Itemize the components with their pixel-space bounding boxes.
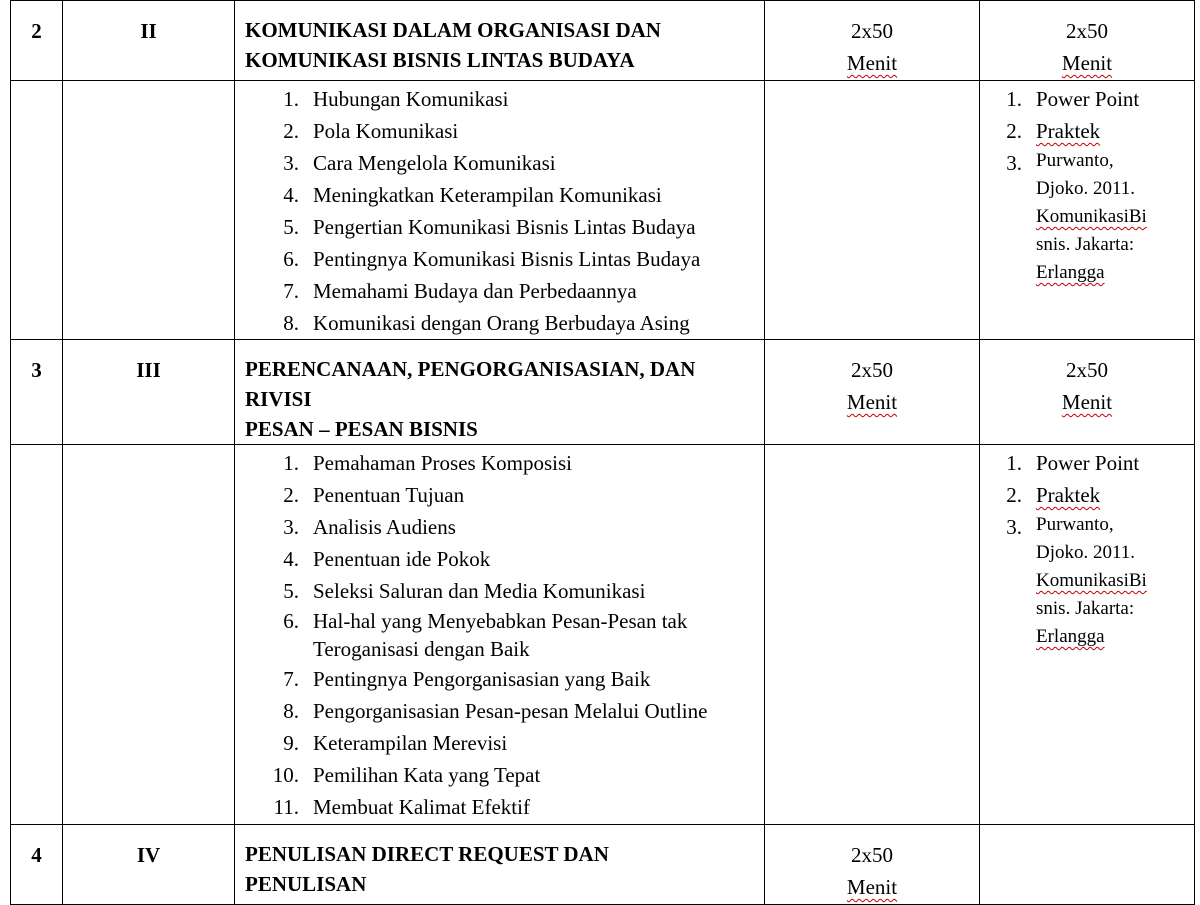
list-item: 5. Pengertian Komunikasi Bisnis Lintas Budaya	[283, 215, 696, 239]
list-item: 2. Praktek	[1006, 483, 1101, 507]
list-item: 7. Pentingnya Pengorganisasian yang Baik	[283, 667, 651, 691]
table-row	[11, 1, 1195, 81]
media-list	[984, 447, 1188, 651]
list-item: 4. Penentuan ide Pokok	[283, 547, 491, 571]
chapter-title: PERENCANAAN, PENGORGANISASIAN, DAN RIVISI PESAN – PESAN BISNIS	[235, 340, 765, 445]
list-item: 10. Pemilihan Kata yang Tepat	[272, 763, 541, 787]
chapter-number: II	[63, 1, 235, 81]
table-row	[11, 340, 1195, 445]
topic-list	[239, 447, 758, 823]
empty-cell	[11, 81, 63, 340]
empty-cell	[980, 825, 1195, 905]
list-item: 6. Hal-hal yang Menyebabkan Pesan-Pesan tak Teroganisasi dengan Baik	[283, 609, 688, 661]
list-item: 2. Pola Komunikasi	[283, 119, 459, 143]
list-item: 2. Penentuan Tujuan	[283, 483, 465, 507]
list-item: 6. Pentingnya Komunikasi Bisnis Lintas Budaya	[283, 247, 701, 271]
row-number: 3	[11, 340, 63, 445]
media-list	[984, 83, 1188, 287]
time-allocation-2: 2x50 Menit	[980, 340, 1195, 445]
list-item: 4. Meningkatkan Keterampilan Komunikasi	[283, 183, 662, 207]
empty-cell	[11, 445, 63, 825]
empty-cell	[63, 81, 235, 340]
list-item: 3. Cara Mengelola Komunikasi	[283, 151, 556, 175]
time-allocation: 2x50 Menit	[765, 340, 980, 445]
chapter-number: IV	[63, 825, 235, 905]
time-allocation: 2x50 Menit	[765, 825, 980, 905]
media-list-cell	[980, 445, 1195, 825]
list-item: 3. Purwanto, Djoko. 2011. KomunikasiBi snis. Jakarta: Erlangga	[984, 511, 1188, 651]
list-item: 3. Purwanto, Djoko. 2011. KomunikasiBi snis. Jakarta: Erlangga	[984, 147, 1188, 287]
reference-text: Purwanto, Djoko. 2011. KomunikasiBi snis. Jakarta: Erlangga	[1036, 150, 1147, 283]
table-row	[11, 445, 1195, 825]
table-row	[11, 825, 1195, 905]
reference-text: Purwanto, Djoko. 2011. KomunikasiBi snis. Jakarta: Erlangga	[1036, 514, 1147, 647]
time-allocation-2: 2x50 Menit	[980, 1, 1195, 81]
chapter-title: PENULISAN DIRECT REQUEST DAN PENULISAN	[235, 825, 765, 905]
empty-cell	[63, 445, 235, 825]
empty-cell	[765, 81, 980, 340]
syllabus-table	[10, 0, 1195, 905]
list-item: 8. Komunikasi dengan Orang Berbudaya Asing	[283, 311, 690, 335]
list-item: 9. Keterampilan Merevisi	[283, 731, 508, 755]
list-item: 1. Pemahaman Proses Komposisi	[283, 451, 572, 475]
list-item: 1. Power Point	[1006, 451, 1140, 475]
list-item: 5. Seleksi Saluran dan Media Komunikasi	[283, 579, 646, 603]
list-item: 7. Memahami Budaya dan Perbedaannya	[283, 279, 637, 303]
row-number: 2	[11, 1, 63, 81]
list-item: 1. Hubungan Komunikasi	[283, 87, 509, 111]
topic-list-cell	[235, 81, 765, 340]
topic-list	[239, 83, 758, 339]
media-list-cell	[980, 81, 1195, 340]
chapter-number: III	[63, 340, 235, 445]
table-row	[11, 81, 1195, 340]
list-item: 2. Praktek	[1006, 119, 1101, 143]
list-item: 8. Pengorganisasian Pesan-pesan Melalui Outline	[283, 699, 708, 723]
row-number: 4	[11, 825, 63, 905]
empty-cell	[765, 445, 980, 825]
time-allocation: 2x50 Menit	[765, 1, 980, 81]
list-item: 3. Analisis Audiens	[283, 515, 456, 539]
chapter-title: KOMUNIKASI DALAM ORGANISASI DAN KOMUNIKASI BISNIS LINTAS BUDAYA	[235, 1, 765, 81]
list-item: 11. Membuat Kalimat Efektif	[273, 795, 530, 819]
topic-list-cell	[235, 445, 765, 825]
list-item: 1. Power Point	[1006, 87, 1140, 111]
